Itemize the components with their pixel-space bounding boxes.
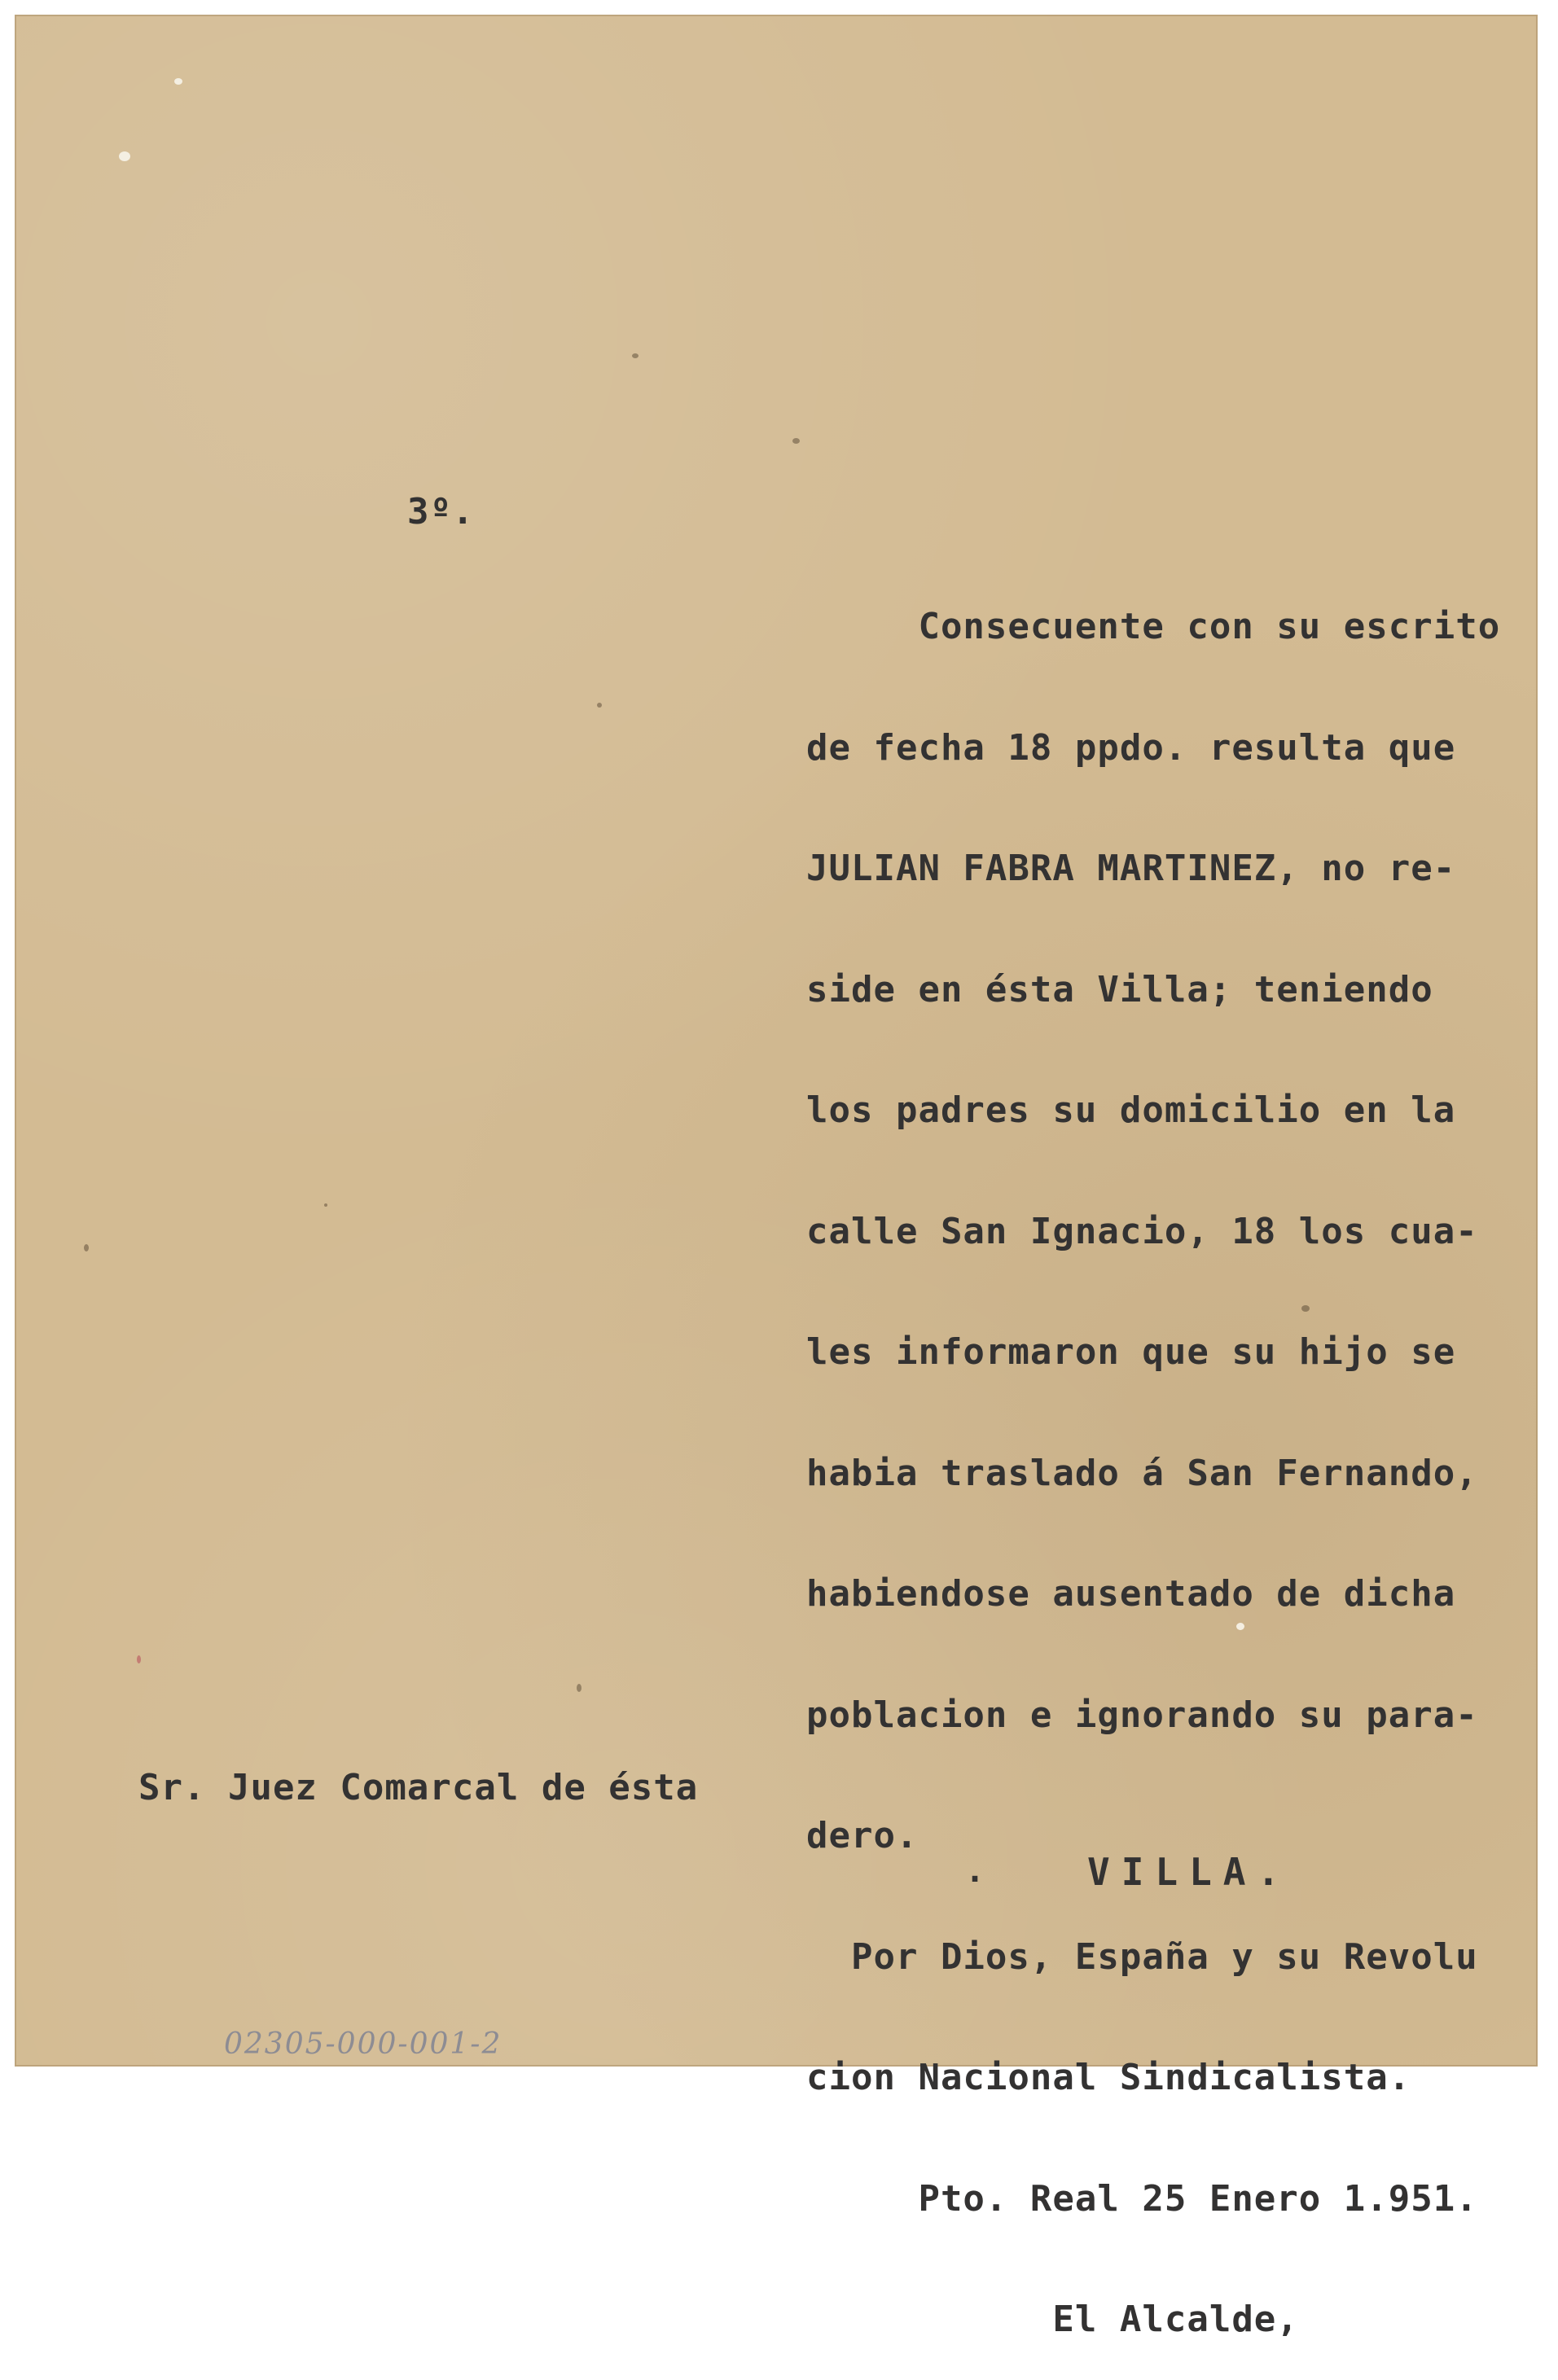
closing-line: Por Dios, España y su Revolu	[806, 1935, 1478, 1978]
body-line: de fecha 18 ppdo. resulta que	[806, 726, 1456, 769]
paper-speck	[324, 1203, 327, 1207]
letter-body	[806, 526, 1500, 2380]
closing-line: cion Nacional Sindicalista.	[806, 2057, 1411, 2098]
paper-speck	[137, 1655, 141, 1663]
body-line: side en ésta Villa; teniendo	[806, 968, 1433, 1010]
body-line: poblacion e ignorando su para-	[806, 1694, 1478, 1736]
body-line: dero.	[806, 1815, 919, 1856]
paper-speck	[792, 438, 800, 444]
paper-speck	[597, 703, 602, 708]
body-line: los padres su domicilio en la	[806, 1089, 1456, 1131]
body-line: calle San Ignacio, 18 los cua-	[806, 1210, 1478, 1252]
paper-speck	[84, 1244, 89, 1251]
date-line: Pto. Real 25 Enero 1.951.	[806, 2177, 1478, 2220]
body-line: habiendose ausentado de dicha	[806, 1573, 1456, 1615]
body-line: Consecuente con su escrito	[806, 606, 1501, 647]
destination: VILLA.	[1087, 1850, 1292, 1894]
page-number: 3º.	[407, 491, 475, 533]
addressee: Sr. Juez Comarcal de ésta	[138, 1767, 699, 1808]
paper-speck	[577, 1684, 582, 1692]
destination-dot: .	[965, 1852, 986, 1890]
body-line: JULIAN FABRA MARTINEZ, no re-	[806, 848, 1456, 889]
body-line: les informaron que su hijo se	[806, 1331, 1456, 1373]
paper-hole	[119, 151, 130, 161]
signature-title: El Alcalde,	[806, 2299, 1299, 2340]
paper-speck	[632, 353, 639, 358]
archive-code: 02305-000-001-2	[224, 2027, 503, 2061]
paper-hole	[174, 78, 182, 85]
body-line: habia traslado á San Fernando,	[806, 1452, 1478, 1494]
